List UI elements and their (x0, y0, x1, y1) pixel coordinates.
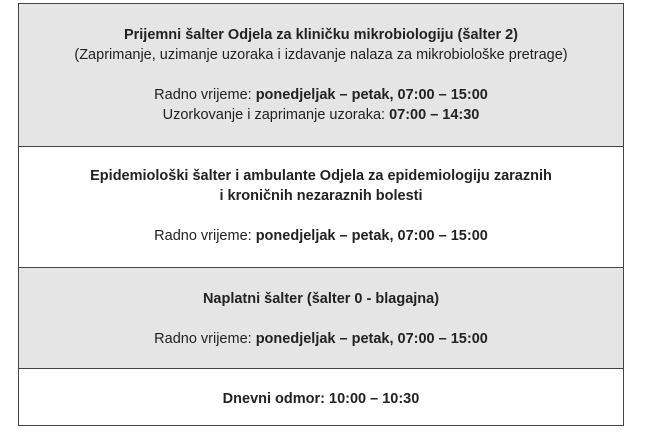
daily-break-text: Dnevni odmor: 10:00 – 10:30 (222, 391, 420, 407)
section-title: Naplatni šalter (šalter 0 - blagajna) (202, 291, 440, 307)
sampling-hours-line (19, 105, 623, 125)
hours-value: ponedjeljak – petak, 07:00 – 15:00 (255, 228, 488, 244)
sampling-label: Uzorkovanje i zaprimanje uzoraka: (162, 107, 390, 123)
sampling-value: 07:00 – 14:30 (389, 107, 480, 123)
hours-label: Radno vrijeme: (154, 331, 256, 347)
working-hours-line (19, 85, 623, 105)
section-title-line-1: Epidemiološki šalter i ambulante Odjela za epidemiologiju zaraznih (90, 168, 552, 184)
hours-label: Radno vrijeme: (154, 228, 256, 244)
microbiology-counter-section (19, 4, 623, 147)
payment-counter-section (19, 268, 623, 369)
section-title-line-2: i kroničnih nezaraznih bolesti (219, 188, 423, 204)
daily-break-section (19, 369, 623, 425)
epidemiology-counter-section (19, 147, 623, 268)
hours-value: ponedjeljak – petak, 07:00 – 15:00 (255, 87, 488, 103)
working-hours-table (18, 3, 624, 426)
working-hours-line (19, 329, 623, 349)
hours-value: ponedjeljak – petak, 07:00 – 15:00 (255, 331, 488, 347)
working-hours-line (19, 226, 623, 246)
section-title: Prijemni šalter Odjela za kliničku mikrobiologiju (šalter 2) (123, 27, 519, 43)
hours-label: Radno vrijeme: (154, 87, 256, 103)
section-subtitle: (Zaprimanje, uzimanje uzoraka i izdavanje nalaza za mikrobiološke pretrage) (74, 47, 568, 63)
